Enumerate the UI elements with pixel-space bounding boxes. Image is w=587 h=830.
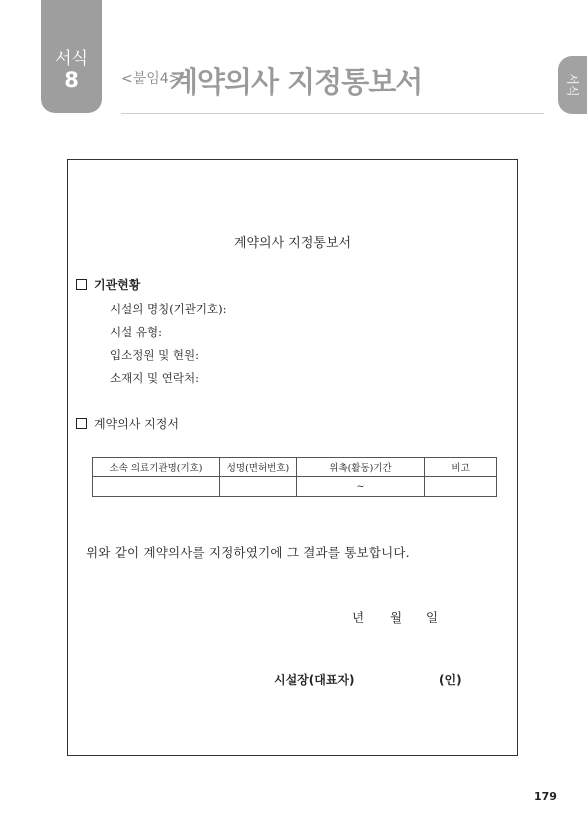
cell-period[interactable]: ~ (297, 477, 425, 497)
section-label: 기관현황 (94, 278, 141, 292)
section-institution-status (76, 276, 140, 293)
signature-label: 시설장(대표자) (274, 673, 355, 687)
section-contract-doctor (76, 415, 179, 432)
document-title: 계약의사 지정통보서 (233, 236, 352, 251)
form-number-badge (41, 0, 102, 113)
section-label: 계약의사 지정서 (94, 417, 179, 431)
badge-label: 서식 (55, 49, 88, 69)
field-facility-name: 시설의 명칭(기관기호): (110, 302, 227, 316)
header-name: 성명(면허번호) (220, 458, 297, 477)
side-tab-label: 서식 (565, 73, 579, 97)
field-capacity: 입소정원 및 현원: (110, 348, 199, 362)
form-document (67, 159, 518, 756)
date-year: 년 (352, 610, 365, 625)
cell-remarks[interactable] (425, 477, 497, 497)
badge-number: 8 (64, 68, 79, 92)
side-tab[interactable] (558, 56, 587, 114)
date-month: 월 (390, 610, 403, 625)
notice-text: 위와 같이 계약의사를 지정하였기에 그 결과를 통보합니다. (86, 545, 410, 560)
field-address-contact: 소재지 및 연락처: (110, 371, 199, 385)
seal-label: (인) (439, 673, 462, 687)
table-header-row (93, 458, 497, 477)
cell-name[interactable] (220, 477, 297, 497)
page-title: 계약의사 지정통보서 (170, 65, 423, 99)
doctor-table (92, 457, 497, 497)
header-period: 위촉(활동)기간 (297, 458, 425, 477)
cell-institution[interactable] (93, 477, 220, 497)
date-day: 일 (426, 610, 439, 625)
checkbox-icon (76, 279, 87, 290)
header-remarks: 비고 (425, 458, 497, 477)
table-row (93, 477, 497, 497)
attachment-prefix: <붙임4> (121, 71, 181, 87)
header-institution: 소속 의료기관명(기호) (93, 458, 220, 477)
header-divider (121, 113, 544, 114)
checkbox-icon (76, 418, 87, 429)
field-facility-type: 시설 유형: (110, 325, 162, 339)
page-number: 179 (534, 790, 557, 803)
